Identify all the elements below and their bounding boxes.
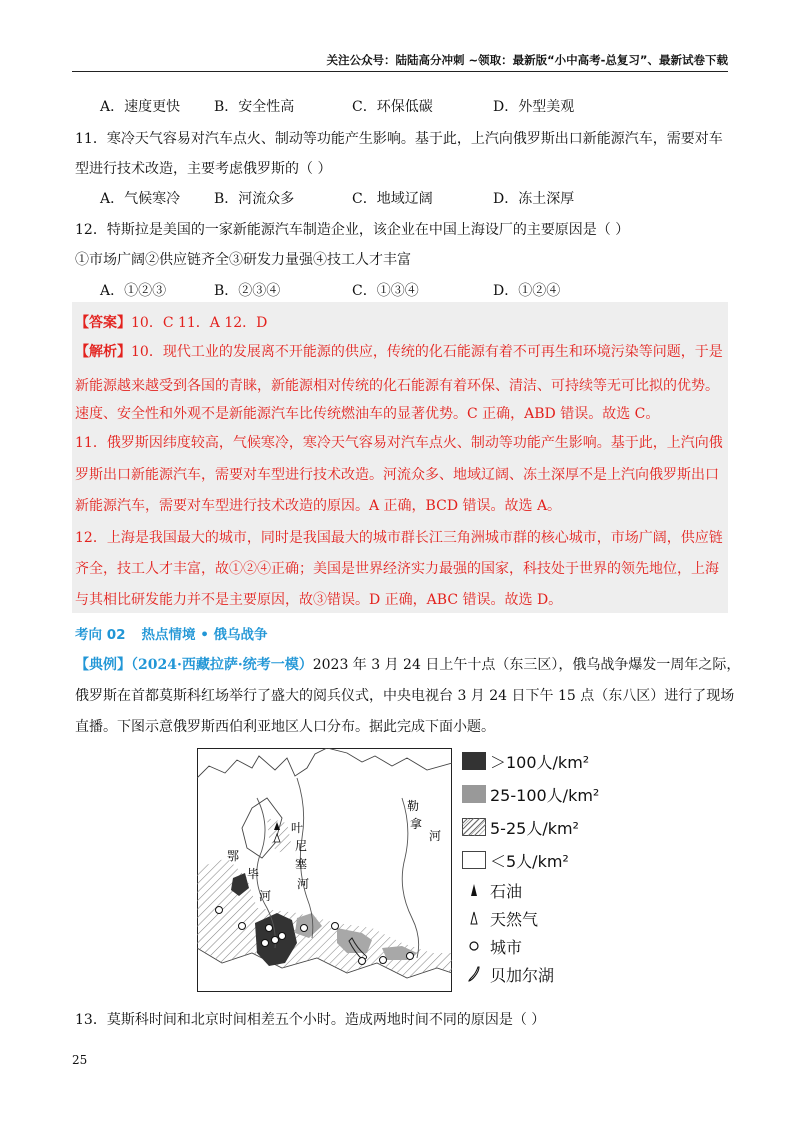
- analysis-line7: 12．上海是我国最大的城市，同时是我国最大的城市群长江三角洲城市群的核心城市，市场广阔，供应链: [75, 530, 723, 546]
- legend-item-over-100: [462, 748, 622, 774]
- analysis-line9: 与其相比研发能力并不是主要原因，故③错误。D 正确，ABC 错误。故选 D。: [75, 592, 563, 608]
- legend-item-25-100: [462, 781, 622, 807]
- city-marker: [216, 907, 223, 914]
- analysis-line6: 新能源汽车，需要对车型进行技术改造的原因。A 正确，BCD 错误。故选 A。: [75, 498, 562, 514]
- legend-item-under-5: [462, 847, 622, 873]
- analysis-tag: 【解析】: [75, 344, 131, 360]
- q12-stem-line2: ①市场广阔②供应链齐全③研发力量强④技工人才丰富: [75, 252, 411, 268]
- map-label-bi: 毕: [247, 867, 260, 881]
- legend-label: 天然气: [490, 910, 539, 929]
- legend-label: ＜5人/km²: [490, 852, 569, 871]
- analysis-line4: 11．俄罗斯因纬度较高，气候寒冷，寒冷天气容易对汽车点火、制动等功能产生影响。基于此，上汽向俄: [75, 435, 723, 451]
- legend-label: 贝加尔湖: [490, 966, 555, 985]
- map-label-he2: 河: [297, 877, 310, 891]
- section-title: 热点情境 • 俄乌战争: [141, 627, 268, 643]
- city-icon: [466, 937, 482, 955]
- city-marker: [272, 937, 279, 944]
- q11-option-a: A．气候寒冷: [100, 191, 181, 207]
- hatched-swatch-icon: [462, 818, 486, 836]
- analysis-line1: [75, 342, 723, 362]
- q13-stem: 13．莫斯科时间和北京时间相差五个小时。造成两地时间不同的原因是（ ）: [75, 1012, 546, 1028]
- q12-options: [100, 281, 700, 301]
- legend-label: 城市: [490, 938, 523, 957]
- lake-icon: [466, 965, 482, 983]
- analysis-line5: 罗斯出口新能源汽车，需要对车型进行技术改造。河流众多、地域辽阔、冻土深厚不是上汽向俄罗斯出口: [75, 467, 719, 483]
- q11-stem-line2: 型进行技术改造，主要考虑俄罗斯的（ ）: [75, 161, 332, 177]
- map-label-he: 河: [259, 889, 272, 903]
- q10-option-c: C．环保低碳: [352, 99, 433, 115]
- analysis-line3: 速度、安全性和外观不是新能源汽车比传统燃油车的显著优势。C 正确，ABD 错误。故选 C。: [75, 406, 660, 422]
- header-rule: [72, 71, 728, 72]
- q12-option-a: A．①②③: [100, 283, 167, 299]
- city-marker: [301, 925, 308, 932]
- map-label-ye: 叶: [291, 821, 304, 835]
- example-tag: 【典例】: [75, 657, 131, 673]
- empty-swatch-icon: [462, 851, 486, 869]
- q12-option-d: D．①②④: [493, 283, 561, 299]
- section-heading: [75, 623, 268, 643]
- legend-item-oil: [462, 877, 622, 903]
- q10-options: [100, 97, 700, 117]
- map-label-na: 拿: [410, 817, 423, 831]
- legend-label: 5-25人/km²: [490, 819, 579, 838]
- q11-option-c: C．地域辽阔: [352, 191, 433, 207]
- q12-stem-line1: 12．特斯拉是美国的一家新能源汽车制造企业，该企业在中国上海设厂的主要原因是（ ）: [75, 222, 630, 238]
- answer-line: [75, 313, 267, 333]
- city-marker: [332, 923, 339, 930]
- q12-option-b: B．②③④: [214, 283, 281, 299]
- city-marker: [279, 933, 286, 940]
- page-number: 25: [72, 1053, 88, 1067]
- example-line2: 俄罗斯在首都莫斯科红场举行了盛大的阅兵仪式，中央电视台 3 月 24 日下午 15 点（东八区）进行了现场: [75, 688, 735, 704]
- q11-options: [100, 189, 700, 209]
- answer-tag: 【答案】: [75, 315, 131, 331]
- example-text-1: 2023 年 3 月 24 日上午十点（东三区），俄乌战争爆发一周年之际，: [312, 657, 741, 673]
- analysis-line2: 新能源越来越受到各国的青睐，新能源相对传统的化石能源有着环保、清洁、可持续等无可比拟的优势。: [75, 378, 719, 394]
- oil-icon: [466, 881, 482, 899]
- page-header: 关注公众号：陆陆高分冲刺 ~领取：最新版“小中高考-总复习”、最新试卷下载: [326, 53, 728, 67]
- city-marker: [407, 953, 414, 960]
- map-legend: [462, 748, 612, 992]
- legend-label: ＞100人/km²: [490, 753, 590, 772]
- legend-item-lake: [462, 961, 622, 987]
- legend-item-city: [462, 933, 622, 959]
- example-line3: 直播。下图示意俄罗斯西伯利亚地区人口分布。据此完成下面小题。: [75, 719, 495, 735]
- city-marker: [262, 940, 269, 947]
- example-source: （2024·西藏拉萨·统考一模）: [131, 657, 313, 673]
- city-marker: [266, 925, 273, 932]
- q11-option-d: D．冻土深厚: [493, 191, 575, 207]
- legend-item-5-25: [462, 814, 622, 840]
- map-label-ni: 尼: [295, 839, 308, 853]
- city-marker: [380, 957, 387, 964]
- map-label-e: 鄂: [227, 849, 240, 863]
- analysis-text-1: 10．现代工业的发展离不开能源的供应，传统的化石能源有着不可再生和环境污染等问题，于是: [131, 344, 723, 360]
- section-label: 考向 02: [75, 627, 126, 643]
- q11-option-b: B．河流众多: [214, 191, 295, 207]
- q11-stem-line1: 11．寒冷天气容易对汽车点火、制动等功能产生影响。基于此，上汽向俄罗斯出口新能源汽车，需要对车: [75, 131, 723, 147]
- q10-option-a: A．速度更快: [100, 99, 181, 115]
- city-marker: [359, 958, 366, 965]
- gas-icon: [466, 909, 482, 927]
- legend-label: 25-100人/km²: [490, 786, 600, 805]
- city-marker: [239, 923, 246, 930]
- map-label-sai: 塞: [295, 857, 308, 871]
- grey-swatch-icon: [462, 785, 486, 803]
- legend-label: 石油: [490, 882, 523, 901]
- example-line1: [75, 655, 740, 675]
- siberia-population-map: [197, 748, 452, 992]
- map-label-le: 勒: [407, 799, 420, 813]
- answer-text: 10．C 11．A 12．D: [131, 315, 268, 331]
- analysis-line8: 齐全，技工人才丰富，故①②④正确；美国是世界经济实力最强的国家，科技处于世界的领先地位，上海: [75, 561, 719, 577]
- q12-option-c: C．①③④: [352, 283, 419, 299]
- q10-option-b: B．安全性高: [214, 99, 295, 115]
- legend-item-gas: [462, 905, 622, 931]
- solid-dark-swatch-icon: [462, 752, 486, 770]
- map-label-he3: 河: [429, 829, 442, 843]
- q10-option-d: D．外型美观: [493, 99, 575, 115]
